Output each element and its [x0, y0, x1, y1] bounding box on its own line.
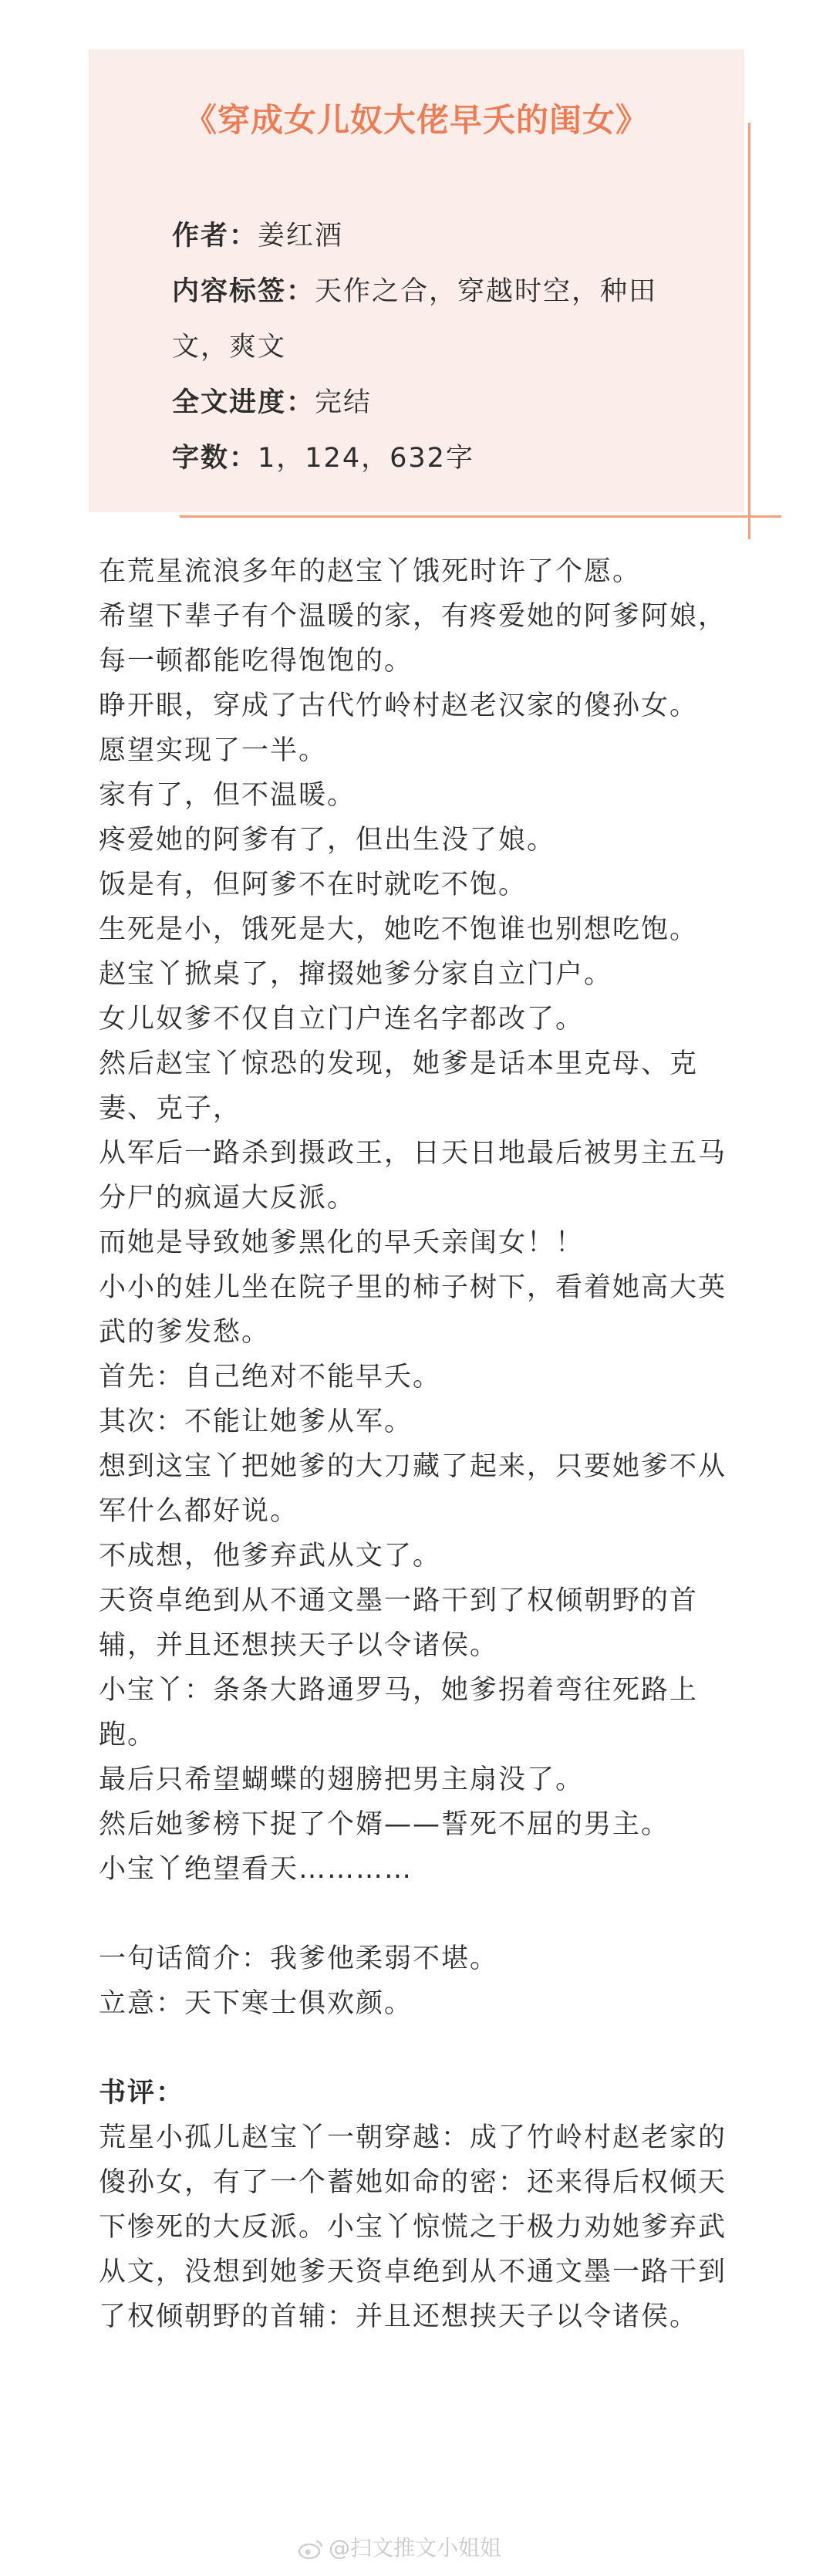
watermark [298, 2531, 501, 2562]
synopsis-line: 愿望实现了一半。 [99, 735, 328, 766]
synopsis-line: 在荒星流浪多年的赵宝丫饿死时许了个愿。 [99, 556, 642, 587]
tags-value: 天作之合，穿越时空，种田文，爽文 [172, 276, 658, 363]
word-count-row [172, 430, 712, 486]
watermark-text: @扫文推文小姐姐 [328, 2535, 501, 2561]
paragraph-gap [99, 2026, 739, 2071]
progress-row [172, 375, 712, 430]
synopsis-line: 从军后一路杀到摄政王，日天日地最后被男主五马分尸的疯逼大反派。 [99, 1138, 727, 1214]
synopsis-line: 小宝丫：条条大路通罗马，她爹拐着弯往死路上跑。 [99, 1675, 699, 1751]
synopsis-line: 想到这宝丫把她爹的大刀藏了起来，只要她爹不从军什么都好说。 [99, 1451, 727, 1527]
synopsis-line: 睁开眼，穿成了古代竹岭村赵老汉家的傻孙女。 [99, 690, 699, 721]
synopsis-line: 而她是导致她爹黑化的早夭亲闺女！！ [99, 1227, 585, 1258]
author-value: 姜红酒 [258, 221, 344, 252]
paragraph-gap [99, 1892, 739, 1936]
review-heading: 书评： [99, 2078, 185, 2108]
progress-value: 完结 [315, 387, 373, 418]
book-title: 《穿成女儿奴大佬早夭的闺女》 [184, 101, 649, 139]
decorative-line-vertical [748, 123, 750, 539]
synopsis-line: 其次：不能让她爹从军。 [99, 1406, 413, 1437]
progress-label: 全文进度： [172, 387, 315, 418]
review-text: 荒星小孤儿赵宝丫一朝穿越：成了竹岭村赵老家的傻孙女，有了一个蓄她如命的密：还来得后权倾天下惨死的大反派。小宝丫惊慌之于极力劝她爹弃武从文，没想到她爹天资卓绝到从不通文墨一路干到了权倾朝野的首辅：并且还想挟天子以令诸侯。 [99, 2122, 727, 2332]
decorative-line-horizontal [180, 515, 781, 518]
synopsis-line: 疼爱她的阿爹有了，但出生没了娘。 [99, 825, 556, 856]
synopsis-line: 天资卓绝到从不通文墨一路干到了权倾朝野的首辅，并且还想挟天子以令诸侯。 [99, 1585, 699, 1661]
synopsis-line: 首先：自己绝对不能早夭。 [99, 1362, 442, 1393]
weibo-icon [298, 2539, 324, 2559]
synopsis-line: 女儿奴爹不仅自立门户连名字都改了。 [99, 1004, 585, 1035]
synopsis-line: 然后她爹榜下捉了个婿——誓死不屈的男主。 [99, 1809, 670, 1840]
book-info-card [89, 49, 744, 512]
author-row [172, 208, 712, 264]
article-body [99, 549, 739, 2339]
synopsis-line: 家有了，但不温暖。 [99, 780, 356, 811]
synopsis-line: 饭是有，但阿爹不在时就吃不饱。 [99, 869, 528, 900]
synopsis-line: 小小的娃儿坐在院子里的柿子树下，看着她高大英武的爹发愁。 [99, 1272, 727, 1348]
synopsis-line: 然后赵宝丫惊恐的发现，她爹是话本里克母、克妻、克子， [99, 1048, 699, 1124]
word-count-label: 字数： [172, 443, 258, 474]
synopsis-line: 生死是小，饿死是大，她吃不饱谁也别想吃饱。 [99, 914, 699, 945]
synopsis-line: 最后只希望蝴蝶的翅膀把男主扇没了。 [99, 1764, 585, 1795]
synopsis-line: 赵宝丫掀桌了，撺掇她爹分家自立门户。 [99, 959, 613, 990]
tags-row [172, 264, 712, 375]
tagline: 一句话简介：我爹他柔弱不堪。 [99, 1943, 499, 1974]
synopsis-line: 小宝丫绝望看天………… [99, 1854, 413, 1885]
synopsis-line: 希望下辈子有个温暖的家，有疼爱她的阿爹阿娘，每一顿都能吃得饱饱的。 [99, 601, 727, 677]
theme-line: 立意：天下寒士俱欢颜。 [99, 1988, 413, 2019]
author-label: 作者： [172, 221, 258, 252]
synopsis-line: 不成想，他爹弃武从文了。 [99, 1541, 442, 1572]
word-count-value: 1，124，632字 [258, 443, 474, 474]
tags-label: 内容标签： [172, 276, 315, 307]
